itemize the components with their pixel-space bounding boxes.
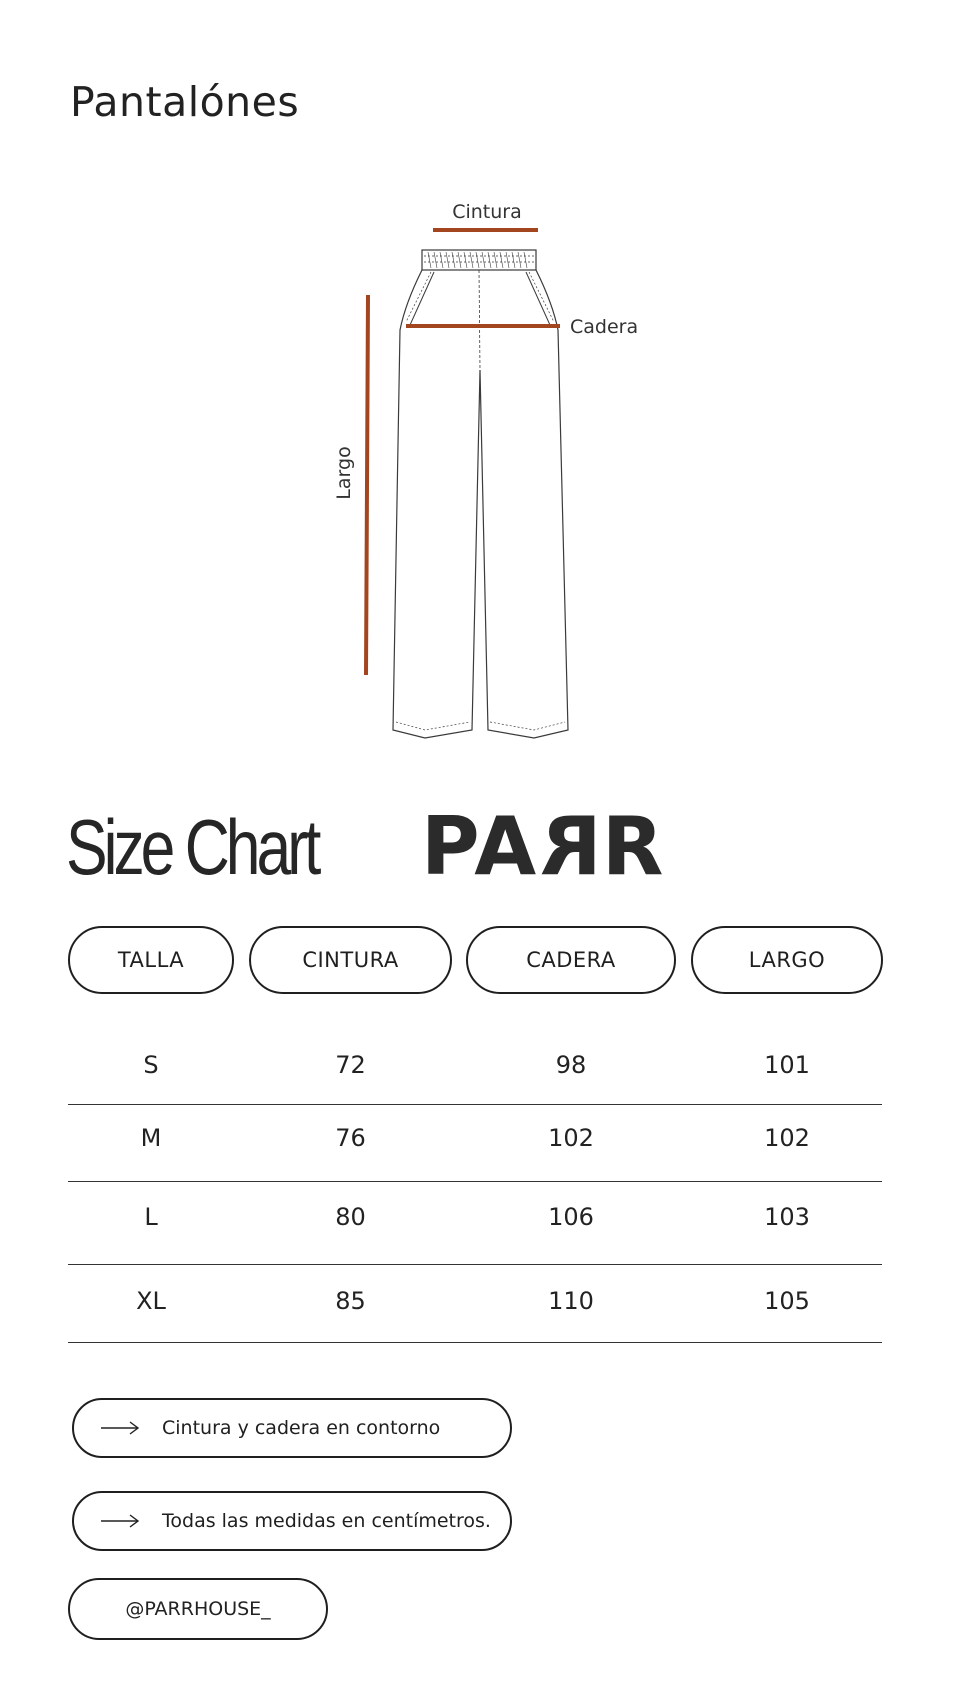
size-chart-heading bbox=[66, 800, 665, 900]
row-divider bbox=[68, 1342, 882, 1343]
cell-cadera: 102 bbox=[548, 1124, 594, 1152]
cell-cadera: 106 bbox=[548, 1203, 594, 1231]
pants-illustration bbox=[393, 250, 568, 738]
note-text: Cintura y cadera en contorno bbox=[162, 1417, 441, 1439]
cell-cintura: 72 bbox=[335, 1051, 366, 1079]
social-handle-badge[interactable]: @PARRHOUSE_ bbox=[68, 1578, 328, 1640]
note-text: Todas las medidas en centímetros. bbox=[162, 1510, 491, 1532]
row-divider bbox=[68, 1181, 882, 1182]
cell-cintura: 80 bbox=[335, 1203, 366, 1231]
cell-size: S bbox=[143, 1051, 159, 1079]
brand-logo: PA R R bbox=[421, 800, 666, 893]
cell-largo: 105 bbox=[764, 1287, 810, 1315]
cell-cintura: 76 bbox=[335, 1124, 366, 1152]
length-label: Largo bbox=[333, 446, 355, 500]
pants-measurement-diagram bbox=[300, 190, 680, 750]
row-divider bbox=[68, 1104, 882, 1105]
waist-label: Cintura bbox=[452, 201, 522, 223]
cell-cintura: 85 bbox=[335, 1287, 366, 1315]
note-units bbox=[72, 1491, 512, 1551]
cell-largo: 102 bbox=[764, 1124, 810, 1152]
cell-largo: 101 bbox=[764, 1051, 810, 1079]
column-header-cadera: CADERA bbox=[466, 926, 676, 994]
arrow-right-icon bbox=[100, 1421, 140, 1435]
cell-size: M bbox=[140, 1124, 162, 1152]
length-measure-line bbox=[366, 295, 368, 675]
hip-label: Cadera bbox=[570, 316, 639, 338]
cell-largo: 103 bbox=[764, 1203, 810, 1231]
column-header-cintura: CINTURA bbox=[249, 926, 452, 994]
cell-size: XL bbox=[136, 1287, 166, 1315]
cell-size: L bbox=[144, 1203, 158, 1231]
note-contour bbox=[72, 1398, 512, 1458]
column-header-largo: LARGO bbox=[691, 926, 883, 994]
page-title: Pantalónes bbox=[70, 78, 300, 126]
arrow-right-icon bbox=[100, 1514, 140, 1528]
cell-cadera: 110 bbox=[548, 1287, 594, 1315]
size-chart-title: Size Chart bbox=[66, 803, 318, 891]
cell-cadera: 98 bbox=[555, 1051, 587, 1079]
column-header-talla: TALLA bbox=[68, 926, 234, 994]
row-divider bbox=[68, 1264, 882, 1265]
